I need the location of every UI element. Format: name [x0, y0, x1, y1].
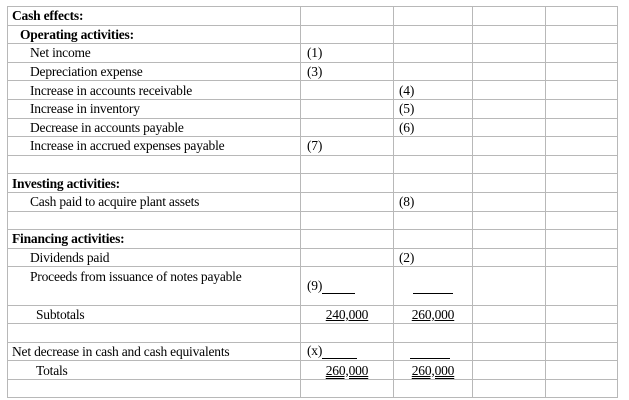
decrease-payable-ref: (6) — [394, 118, 473, 137]
increase-accrued-label: Increase in accrued expenses payable — [8, 137, 301, 156]
financing-activities-heading: Financing activities: — [8, 230, 301, 249]
table-row — [8, 81, 618, 100]
table-row — [8, 361, 618, 380]
net-income-ref: (1) — [301, 44, 394, 63]
totals-label: Totals — [8, 361, 301, 380]
increase-accrued-ref: (7) — [301, 137, 394, 156]
table-row — [8, 44, 618, 63]
cash-plant-assets-ref: (8) — [394, 192, 473, 211]
operating-activities-heading: Operating activities: — [8, 25, 301, 44]
net-decrease-cell — [301, 342, 394, 361]
cash-effects-heading: Cash effects: — [8, 7, 301, 26]
table-row — [8, 324, 618, 343]
depreciation-ref: (3) — [301, 62, 394, 81]
table-row — [8, 305, 618, 324]
proceeds-blank-line-2 — [413, 278, 453, 294]
table-row — [8, 137, 618, 156]
net-decrease-label: Net decrease in cash and cash equivalents — [8, 342, 301, 361]
subtotal-b-cell — [394, 305, 473, 324]
proceeds-notes-cell — [301, 267, 394, 305]
table-row — [8, 155, 618, 174]
total-b-cell — [394, 361, 473, 380]
increase-inventory-label: Increase in inventory — [8, 99, 301, 118]
subtotal-b-value: 260,000 — [411, 306, 455, 322]
increase-receivable-label: Increase in accounts receivable — [8, 81, 301, 100]
table-row — [8, 230, 618, 249]
proceeds-second-cell — [394, 267, 473, 305]
net-decrease-blank-line — [322, 343, 357, 359]
table-row — [8, 342, 618, 361]
table-row — [8, 192, 618, 211]
total-b-value: 260,000 — [411, 362, 455, 378]
table-row — [8, 248, 618, 267]
investing-activities-heading: Investing activities: — [8, 174, 301, 193]
subtotal-a-value: 240,000 — [325, 306, 369, 322]
total-a-cell — [301, 361, 394, 380]
proceeds-notes-label: Proceeds from issuance of notes payable — [8, 267, 301, 305]
net-income-label: Net income — [8, 44, 301, 63]
subtotal-a-cell — [301, 305, 394, 324]
depreciation-label: Depreciation expense — [8, 62, 301, 81]
table-row — [8, 211, 618, 230]
table-row — [8, 174, 618, 193]
net-decrease-blank-line-2 — [410, 343, 450, 359]
cash-plant-assets-label: Cash paid to acquire plant assets — [8, 192, 301, 211]
table-row — [8, 25, 618, 44]
cash-flow-worksheet-table — [7, 6, 618, 398]
net-decrease-ref: (x) — [307, 343, 323, 359]
table-row — [8, 99, 618, 118]
proceeds-blank-line — [322, 278, 355, 294]
table-row — [8, 267, 618, 305]
table-row — [8, 62, 618, 81]
proceeds-notes-ref: (9) — [307, 277, 323, 293]
increase-receivable-ref: (4) — [394, 81, 473, 100]
subtotals-label: Subtotals — [8, 305, 301, 324]
table-row — [8, 7, 618, 26]
decrease-payable-label: Decrease in accounts payable — [8, 118, 301, 137]
total-a-value: 260,000 — [325, 362, 369, 378]
increase-inventory-ref: (5) — [394, 99, 473, 118]
table-row — [8, 118, 618, 137]
table-row — [8, 379, 618, 398]
dividends-ref: (2) — [394, 248, 473, 267]
net-decrease-second-cell — [394, 342, 473, 361]
dividends-label: Dividends paid — [8, 248, 301, 267]
